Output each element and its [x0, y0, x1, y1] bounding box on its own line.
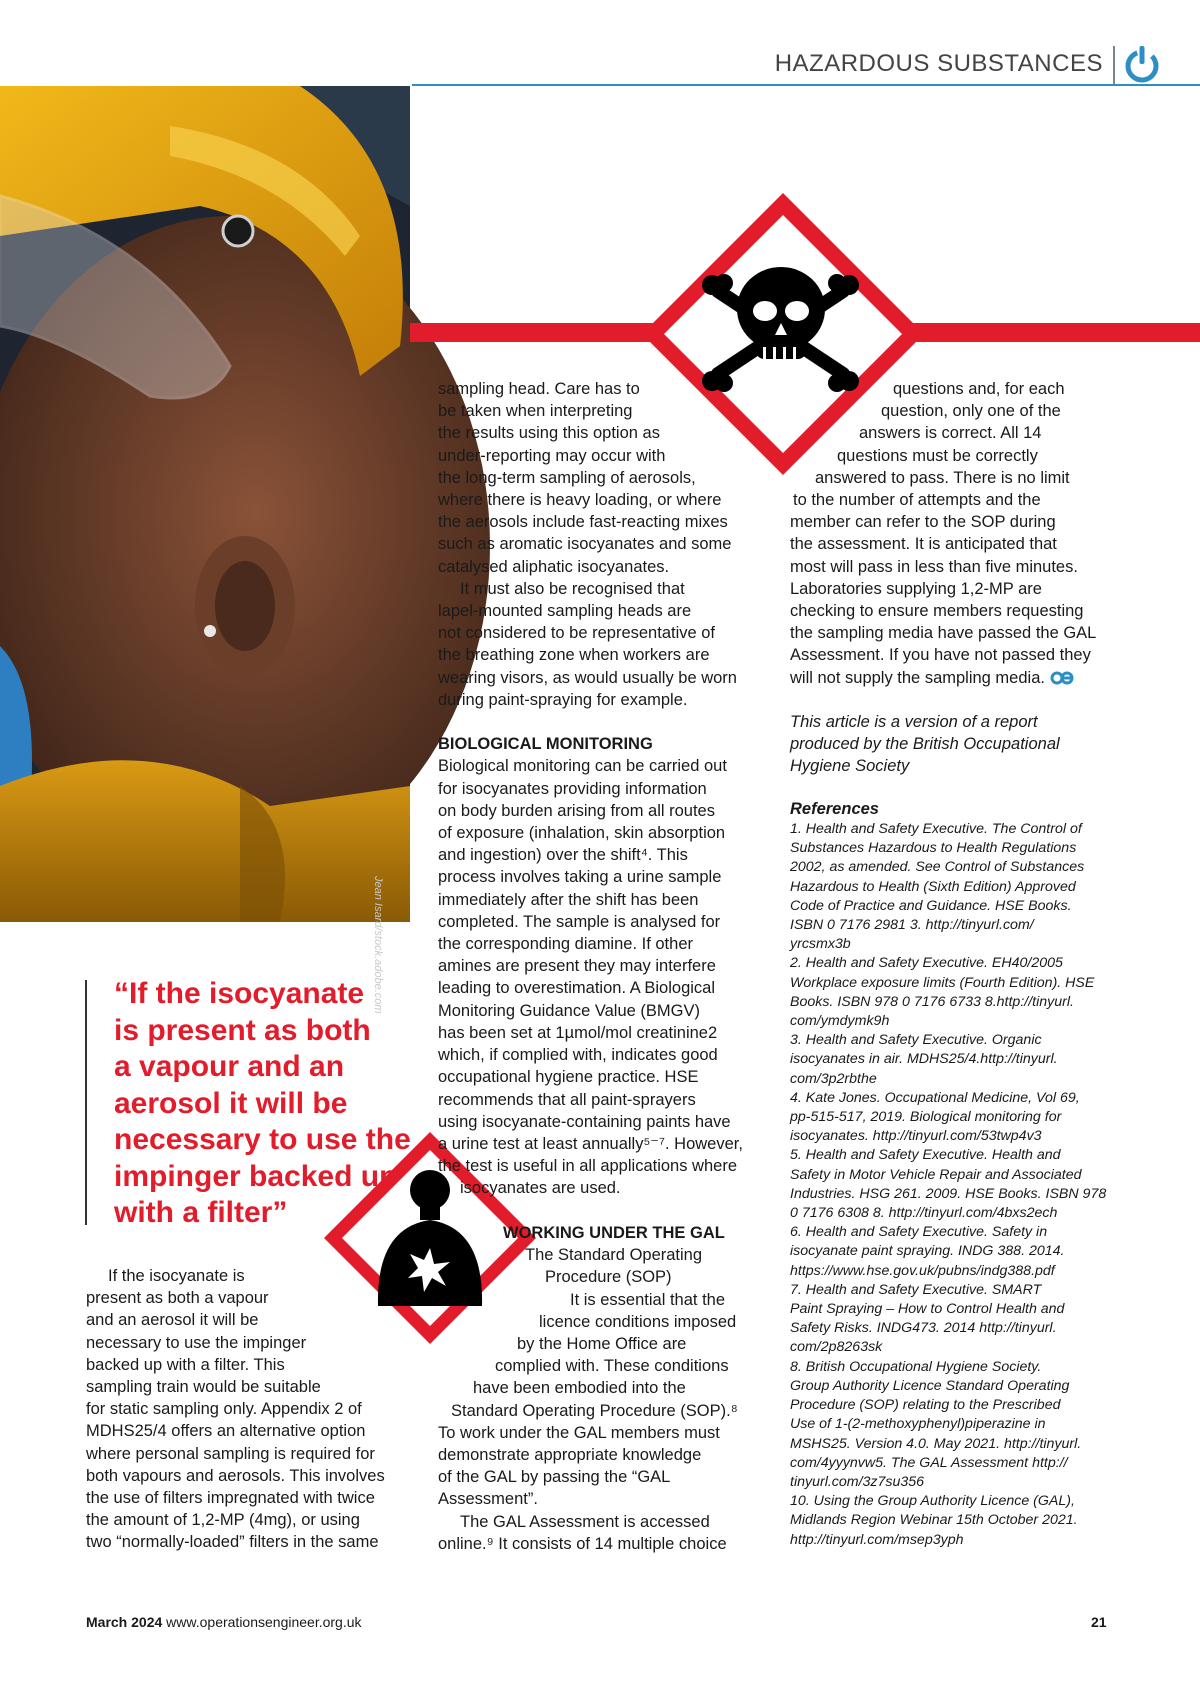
text-line: the aerosols include fast-reacting mixes	[438, 513, 728, 532]
text-line: The Standard Operating	[525, 1246, 703, 1265]
references-list	[790, 820, 1106, 1550]
text-line: isocyanates are used.	[460, 1179, 621, 1198]
spacer	[438, 711, 758, 733]
text-line: Monitoring Guidance Value (BMGV)	[438, 1001, 700, 1020]
text-line: not considered to be representative of	[438, 624, 716, 643]
text-line: lapel-mounted sampling heads are	[438, 602, 692, 621]
text-line: It is essential that the	[570, 1290, 726, 1309]
text-line: and ingestion) over the shift⁴. This	[438, 846, 688, 865]
reference-line: 7. Health and Safety Executive. SMART	[790, 1281, 1042, 1298]
text-line: demonstrate appropriate knowledge	[438, 1446, 702, 1465]
reference-line: 1. Health and Safety Executive. The Control of	[790, 821, 1082, 837]
text-line: has been set at 1µmol/mol creatinine2	[438, 1023, 718, 1042]
reference-line: Workplace exposure limits (Fourth Edition). HSE	[790, 974, 1095, 991]
reference-line: isocyanates in air. MDHS25/4.http://tinyurl.	[790, 1051, 1058, 1068]
text-line: Assessment. If you have not passed they	[790, 646, 1091, 665]
text-line: To work under the GAL members must	[438, 1423, 720, 1442]
reference-line: yrcsmx3b	[790, 936, 851, 953]
reference-line: 4. Kate Jones. Occupational Medicine, Vol 69,	[790, 1089, 1080, 1106]
footer-url[interactable]: www.operationsengineer.org.uk	[166, 1614, 362, 1630]
text-line: the sampling media have passed the GAL	[790, 624, 1097, 643]
photo-credit: Jean Isard/stock.adobe.com	[372, 876, 384, 1014]
text-line: on body burden arising from all routes	[438, 801, 715, 820]
text-line: Procedure (SOP)	[545, 1268, 672, 1287]
reference-line: 2002, as amended. See Control of Substances	[790, 859, 1085, 876]
text-line: Standard Operating Procedure (SOP).⁸	[451, 1401, 738, 1420]
text-line: member can refer to the SOP during	[790, 513, 1056, 532]
reference-line: Safety in Motor Vehicle Repair and Associated	[790, 1166, 1082, 1183]
left-column	[86, 1265, 416, 1554]
oe-logo-icon	[1050, 671, 1074, 685]
text-line: where personal sampling is required for	[86, 1444, 375, 1463]
reference-line: pp-515-517, 2019. Biological monitoring for	[790, 1109, 1062, 1126]
reference-line: Paint Spraying – How to Control Health and	[790, 1301, 1065, 1318]
text-line: of exposure (inhalation, skin absorption	[438, 824, 726, 843]
text-line: sampling head. Care has to	[438, 380, 640, 398]
text-line: using isocyanate-containing paints have	[438, 1112, 731, 1131]
reference-line: Substances Hazardous to Health Regulations	[790, 840, 1077, 857]
text-line: MDHS25/4 offers an alternative option	[86, 1422, 366, 1441]
text-line: the amount of 1,2-MP (4mg), or using	[86, 1511, 360, 1530]
reference-line: MSHS25. Version 4.0. May 2021. http://tinyurl.	[790, 1435, 1082, 1452]
text-line: the test is useful in all applications where	[438, 1157, 737, 1176]
footer	[86, 1614, 362, 1630]
article-note-line: Hygiene Society	[790, 757, 910, 776]
text-line: checking to ensure members requesting	[790, 602, 1084, 621]
text-line: for isocyanates providing information	[438, 779, 707, 798]
text-line: Biological monitoring can be carried out	[438, 757, 727, 776]
section-heading: WORKING UNDER THE GAL	[503, 1224, 725, 1242]
reference-line: com/2p8263sk	[790, 1339, 883, 1356]
text-line-last	[790, 667, 1120, 689]
section-heading: BIOLOGICAL MONITORING	[438, 735, 653, 754]
section-title: HAZARDOUS SUBSTANCES	[774, 50, 1103, 77]
text-line: which, if complied with, indicates good	[438, 1046, 718, 1065]
middle-column-bottom	[438, 1222, 768, 1555]
text-line: the assessment. It is anticipated that	[790, 535, 1057, 554]
text-line: will not supply the sampling media.	[790, 668, 1045, 687]
power-icon	[1122, 42, 1162, 86]
text-line: complied with. These conditions	[495, 1357, 729, 1376]
reference-line: isocyanate paint spraying. INDG 388. 2014.	[790, 1243, 1065, 1260]
text-line: by the Home Office are	[517, 1335, 687, 1354]
reference-line: 5. Health and Safety Executive. Health and	[790, 1147, 1061, 1164]
text-line: backed up with a filter. This	[86, 1355, 285, 1374]
text-line: such as aromatic isocyanates and some	[438, 535, 732, 554]
references-heading: References	[790, 800, 879, 818]
middle-column-top	[438, 378, 758, 1200]
reference-line: https://www.hse.gov.uk/pubns/indg388.pdf	[790, 1262, 1055, 1279]
text-line: present as both a vapour	[86, 1289, 269, 1308]
article-note-line: This article is a version of a report	[790, 713, 1038, 732]
text-line: where there is heavy loading, or where	[438, 491, 722, 510]
spacer	[790, 689, 1120, 711]
text-line: have been embodied into the	[473, 1379, 686, 1398]
text-line: for static sampling only. Appendix 2 of	[86, 1400, 362, 1419]
reference-line: Code of Practice and Guidance. HSE Books.	[790, 897, 1072, 914]
text-line: question, only one of the	[881, 402, 1061, 421]
reference-line: com/3p2rbthe	[790, 1070, 877, 1087]
text-line: wearing visors, as would usually be worn	[438, 668, 737, 687]
text-line: during paint-spraying for example.	[438, 690, 688, 709]
pull-quote-line: is present as both	[114, 1013, 371, 1047]
pull-quote-line: aerosol it will be	[114, 1086, 348, 1120]
text-line: a urine test at least annually⁵⁻⁷. However,	[438, 1134, 743, 1153]
text-line: amines are present they may interfere	[438, 957, 716, 976]
text-line: Assessment”.	[438, 1490, 538, 1509]
text-line: necessary to use the impinger	[86, 1333, 307, 1352]
reference-line: Use of 1-(2-methoxyphenyl)piperazine in	[790, 1416, 1046, 1433]
reference-line: Midlands Region Webinar 15th October 2021.	[790, 1512, 1078, 1529]
reference-line: tinyurl.com/3z7su356	[790, 1473, 925, 1490]
text-line: be taken when interpreting	[438, 402, 633, 421]
text-line: the corresponding diamine. If other	[438, 935, 693, 954]
text-line: leading to overestimation. A Biological	[438, 979, 716, 998]
text-line: licence conditions imposed	[539, 1312, 737, 1331]
text-line: and an aerosol it will be	[86, 1311, 259, 1330]
photo-illustration	[0, 86, 410, 922]
reference-line: com/ymdymk9h	[790, 1013, 890, 1030]
text-line: If the isocyanate is	[108, 1267, 245, 1285]
text-line: most will pass in less than five minutes.	[790, 557, 1078, 576]
header-divider	[1113, 46, 1115, 86]
article-note-line: produced by the British Occupational	[790, 735, 1060, 754]
pull-quote-line: with a filter”	[114, 1196, 288, 1229]
text-line: completed. The sample is analysed for	[438, 912, 721, 931]
text-line: to the number of attempts and the	[793, 491, 1041, 510]
text-line: Laboratories supplying 1,2-MP are	[790, 579, 1042, 598]
reference-line: ISBN 0 7176 2981 3. http://tinyurl.com/	[790, 917, 1034, 934]
text-line: answered to pass. There is no limit	[815, 468, 1070, 487]
text-line: occupational hygiene practice. HSE	[438, 1068, 699, 1087]
text-line: the long-term sampling of aerosols,	[438, 468, 696, 487]
pull-quote-line: necessary to use the	[114, 1123, 411, 1156]
pull-quote-line: a vapour and an	[114, 1050, 345, 1083]
text-line: answers is correct. All 14	[859, 424, 1042, 443]
text-line: questions must be correctly	[837, 446, 1038, 465]
reference-line: Safety Risks. INDG473. 2014 http://tinyurl.	[790, 1320, 1057, 1337]
text-line: the results using this option as	[438, 424, 660, 443]
reference-line: 6. Health and Safety Executive. Safety in	[790, 1224, 1048, 1241]
text-line: of the GAL by passing the “GAL	[438, 1468, 671, 1487]
text-line: online.⁹ It consists of 14 multiple choice	[438, 1534, 727, 1553]
reference-line: isocyanates. http://tinyurl.com/53twp4v3	[790, 1128, 1042, 1145]
text-line: under-reporting may occur with	[438, 446, 666, 465]
footer-date: March 2024	[86, 1614, 163, 1630]
page-number: 21	[1091, 1614, 1107, 1630]
reference-line: 10. Using the Group Authority Licence (GAL),	[790, 1493, 1075, 1510]
text-line: questions and, for each	[893, 380, 1065, 398]
reference-line: http://tinyurl.com/msep3yph	[790, 1531, 964, 1548]
text-line: process involves taking a urine sample	[438, 868, 722, 887]
reference-line: 3. Health and Safety Executive. Organic	[790, 1032, 1042, 1049]
reference-line: 8. British Occupational Hygiene Society.	[790, 1358, 1042, 1375]
text-line: both vapours and aerosols. This involves	[86, 1466, 385, 1485]
reference-line: Books. ISBN 978 0 7176 6733 8.http://tinyurl.	[790, 993, 1074, 1010]
reference-line: Industries. HSG 261. 2009. HSE Books. ISBN 978	[790, 1185, 1107, 1202]
right-column	[790, 378, 1120, 778]
pull-quote-bar	[85, 980, 87, 1225]
reference-line: Procedure (SOP) relating to the Prescribed	[790, 1397, 1061, 1414]
pull-quote	[114, 976, 414, 1232]
text-line: the breathing zone when workers are	[438, 646, 710, 665]
reference-line: 0 7176 6308 8. http://tinyurl.com/4bxs2ech	[790, 1205, 1058, 1222]
reference-line: com/4yyynvw5. The GAL Assessment http://	[790, 1454, 1068, 1471]
reference-line: Group Authority Licence Standard Operating	[790, 1377, 1070, 1394]
text-line: sampling train would be suitable	[86, 1378, 321, 1397]
text-line: the use of filters impregnated with twice	[86, 1489, 375, 1508]
pull-quote-line: “If the isocyanate	[114, 977, 365, 1010]
reference-line: Hazardous to Health (Sixth Edition) Approved	[790, 878, 1076, 895]
pull-quote-line: impinger backed up	[114, 1159, 398, 1193]
text-line: It must also be recognised that	[460, 579, 685, 598]
reference-line: 2. Health and Safety Executive. EH40/2005	[790, 955, 1063, 972]
text-line: catalysed aliphatic isocyanates.	[438, 557, 670, 576]
text-line: two “normally-loaded” filters in the same	[86, 1533, 379, 1552]
header-rule	[412, 84, 1200, 86]
text-line: recommends that all paint-sprayers	[438, 1090, 696, 1109]
text-line: immediately after the shift has been	[438, 890, 699, 909]
text-line: The GAL Assessment is accessed	[460, 1512, 710, 1531]
